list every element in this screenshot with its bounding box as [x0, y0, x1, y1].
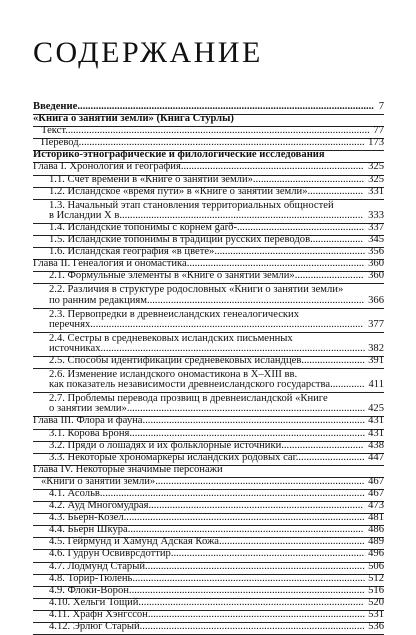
toc-entry-page: 366 [368, 294, 384, 306]
toc-entry-title: 3.1. Корова Броня......................................................................................... [49, 427, 366, 439]
toc-entry-title: 4.10. Хельги Тощий..................................................................................... [49, 596, 364, 608]
toc-entry-title: Глава II. Генеалогия и ономастика................................................................... [33, 258, 365, 270]
toc-entry-title: 2.6. Изменение исландского ономастикона в X–XIII вв. [49, 369, 298, 381]
toc-entry-title: источниках.................................................................................................... [49, 342, 366, 354]
toc-entry-page: 360 [368, 270, 384, 282]
toc-entry-page: 7 [378, 101, 384, 112]
toc-entry-page: 520 [368, 596, 384, 608]
toc-entry [33, 272, 384, 284]
toc-entry-page: 377 [368, 318, 384, 330]
toc-entry-title: 3.3. Некоторые хрономаркеры исландских родовых саг.......................... [49, 451, 365, 463]
toc-entry-title: 4.2. Ауд Многомудрая................................................................................. [49, 500, 364, 512]
toc-entry-page: 489 [368, 536, 384, 548]
toc-entry-page: 391 [368, 354, 384, 366]
toc-entry-page: 481 [368, 512, 384, 524]
toc-entry-title: в Исландии X в............................................................................................ [49, 209, 363, 221]
toc-entry-page: 467 [368, 475, 384, 487]
toc-entry-page: 531 [368, 608, 384, 620]
toc-entry-title: 1.5. Исландские топонимы в традиции русских переводов.................... [49, 234, 364, 246]
toc-entry-title: 4.12. Эрлюг Старый..................................................................................... [49, 621, 365, 633]
toc-entry-title: Глава III. Флора и фауна.................................................................................... [33, 415, 365, 427]
toc-entry-page: 496 [368, 548, 384, 560]
toc-entry-title: 4.8. Торир-Тюлень........................................................................................ [49, 572, 366, 584]
toc-entry-title: перечнях....................................................................................................... [49, 318, 364, 330]
toc-entry [33, 294, 384, 309]
toc-entry-title: 1.1. Счет времени в «Книге о занятии земли».......................................... [49, 173, 365, 185]
table-of-contents [33, 103, 384, 635]
toc-entry-title: 1.4. Исландские топонимы с корнем garð-................................................ [49, 221, 365, 233]
toc-entry [33, 185, 384, 200]
toc-entry-page: 77 [373, 125, 384, 137]
toc-entry [33, 381, 384, 393]
toc-entry-title: Введение................................................................................................................ [33, 101, 374, 112]
toc-entry-page: 431 [368, 415, 384, 427]
toc-entry-page: 325 [368, 173, 384, 185]
toc-entry-page: 411 [368, 379, 384, 391]
toc-entry-title: 4.5. Гейрмунд и Хамунд Адская Кожа....................................................... [49, 536, 365, 548]
toc-entry-page: 431 [368, 427, 384, 439]
toc-entry-page: 337 [368, 221, 384, 233]
toc-entry-page: 331 [368, 185, 384, 197]
toc-entry-title: о занятии земли».......................................................................................... [49, 403, 366, 415]
toc-entry-title: Историко-этнографические и филологические исследования [33, 149, 325, 161]
toc-entry-title: 2.3. Первопредки в древнеисландских генеалогических [49, 308, 300, 320]
toc-entry-page: 467 [368, 488, 384, 499]
toc-entry-page: 333 [368, 209, 384, 221]
toc-entry-title: 4.3. Бьёрн-Козел........................................................................................... [49, 512, 365, 524]
toc-entry-title: Глава IV. Некоторые значимые персонажи [33, 463, 223, 475]
toc-entry-title: 4.11. Храфн Хэнгссон.................................................................................. [49, 608, 366, 620]
toc-entry-title: 1.6. Исландская география «в цвете»......................................................... [49, 246, 366, 258]
toc-entry-title: «Книги о занятии земли»............................................................................... [41, 475, 365, 487]
toc-entry-page: 447 [368, 451, 384, 463]
toc-entry-page: 382 [368, 342, 384, 354]
toc-entry-title: Глава I. Хронология и география..................................................................... [33, 161, 364, 173]
toc-entry-title: Текст................................................................................................................... [41, 125, 370, 137]
toc-entry-page: 486 [368, 524, 384, 536]
toc-entry-title: «Книга о занятии земли» (Книга Стурлы) [33, 113, 234, 125]
toc-entry-title: 2.4. Сестры в средневековых исландских письменных [49, 332, 293, 344]
toc-entry-title: как показатель независимости древнеисландского государства............. [49, 379, 365, 391]
toc-entry-title: 2.5. Способы идентификации средневековых исландцев........................ [49, 354, 365, 366]
toc-entry [33, 318, 384, 333]
toc-entry-title: 2.2. Различия в структуре родословных «Книги о занятии земли» [49, 284, 344, 296]
toc-entry-title: 3.2. Пряди о лошадях и их фольклорные источники............................... [49, 439, 364, 451]
toc-entry-title: 4.1. Асольв.................................................................................................... [49, 488, 365, 499]
toc-entry [33, 623, 384, 635]
toc-entry-page: 506 [368, 560, 384, 572]
toc-entry-title: 4.9. Флоки-Ворон......................................................................................... [49, 584, 365, 596]
toc-entry-page: 438 [368, 439, 384, 451]
toc-entry-page: 356 [368, 246, 384, 258]
toc-entry-page: 425 [368, 403, 384, 415]
toc-entry-title: 4.7. Лодмунд Старый................................................................................... [49, 560, 365, 572]
toc-entry-page: 173 [368, 137, 384, 149]
toc-entry-title: 4.4. Бьёрн Шкура......................................................................................... [49, 524, 364, 536]
toc-entry-title: 2.1. Формульные элементы в «Книге о занятии земли».......................... [49, 270, 364, 282]
toc-entry-page: 512 [368, 572, 384, 584]
toc-entry-title: 1.3. Начальный этап становления территориальных общностей [49, 199, 334, 211]
page-title: СОДЕРЖАНИЕ [33, 36, 263, 69]
toc-entry-title: 1.2. Исландское «время пути» в «Книге о занятии земли»..................... [49, 185, 364, 197]
toc-entry-title: 2.7. Проблемы перевода прозвищ в древнеисландской «Книге [49, 393, 328, 405]
toc-entry-page: 360 [368, 258, 384, 270]
toc-entry-page: 536 [368, 621, 384, 633]
toc-entry-title: 4.6. Гудрун Освиврсдоттир......................................................................... [49, 548, 365, 560]
toc-entry-title: Перевод............................................................................................................ [41, 137, 365, 149]
toc-entry-page: 325 [368, 161, 384, 173]
toc-entry [33, 354, 384, 369]
toc-entry-page: 345 [368, 234, 384, 246]
toc-entry-page: 516 [368, 584, 384, 596]
toc-entry-title: по ранним редакциям.................................................................................. [49, 294, 365, 306]
toc-entry-page: 473 [368, 500, 384, 512]
